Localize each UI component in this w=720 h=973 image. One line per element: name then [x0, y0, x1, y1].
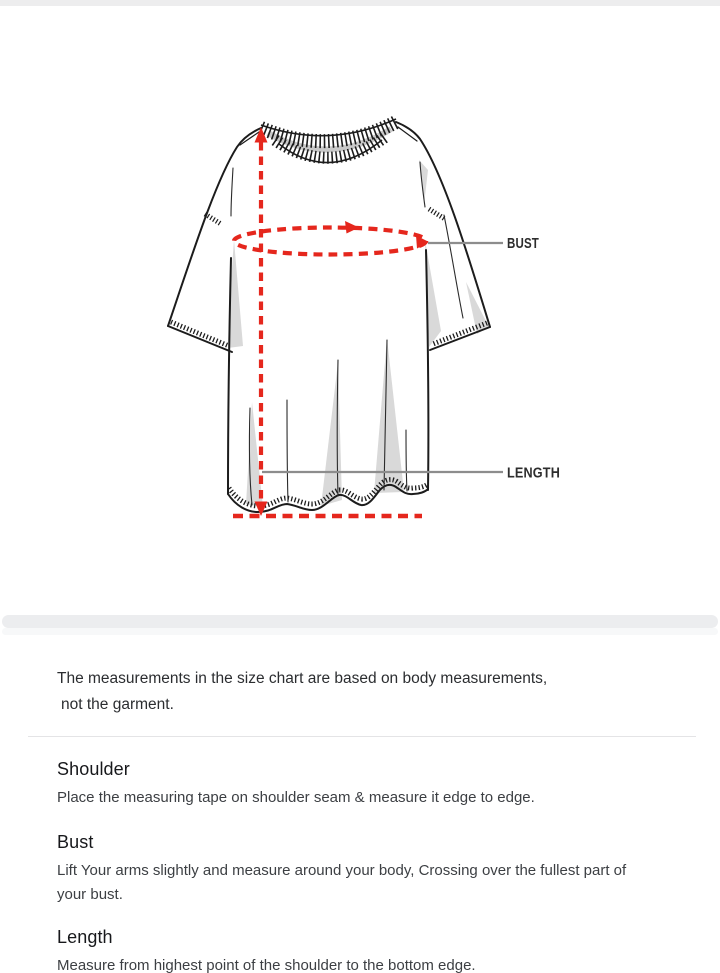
- left-sleeve-outer-edge: [168, 128, 261, 326]
- right-sleeve-outer-edge: [396, 122, 490, 327]
- length-heading: Length: [57, 927, 113, 947]
- collar-ribbing: [261, 119, 396, 163]
- right-cuff-shading: [466, 282, 489, 334]
- section-length: [57, 927, 645, 973]
- left-cuff-edge: [168, 326, 232, 352]
- section-divider-band-shadow: [2, 628, 718, 635]
- callouts: [262, 236, 560, 482]
- note-line-1: The measurements in the size chart are based on body measurements,: [57, 670, 548, 687]
- fold-line-2: [287, 400, 288, 502]
- middle-body-fold-shading: [321, 362, 342, 506]
- size-chart-note: [57, 666, 642, 718]
- arrow-right-top-icon: [345, 221, 359, 234]
- fold-line-5: [406, 430, 407, 491]
- body-left-edge: [228, 258, 231, 494]
- section-bust: [57, 832, 645, 907]
- shoulder-heading: Shoulder: [57, 759, 130, 779]
- fold-shading: [228, 160, 489, 507]
- left-cuff-stitching: [171, 322, 229, 346]
- bust-heading: Bust: [57, 832, 94, 852]
- note-line-2: not the garment.: [61, 696, 174, 713]
- left-underarm-seam: [205, 214, 221, 224]
- shoulder-description: Place the measuring tape on shoulder seam & measure it edge to edge.: [57, 789, 535, 806]
- crease-left-sleeve: [231, 168, 233, 216]
- bust-description: Lift Your arms slightly and measure around your body, Crossing over the fullest part of your bust.: [57, 862, 627, 903]
- right-body-fold-shading: [374, 338, 404, 493]
- section-shoulder: [57, 759, 645, 810]
- section-divider-band: [2, 615, 718, 628]
- right-underarm-seam: [429, 209, 445, 219]
- length-label: LENGTH: [507, 465, 560, 482]
- divider-line: [28, 736, 696, 737]
- length-description: Measure from highest point of the shoulder to the bottom edge.: [57, 957, 476, 973]
- bust-label: BUST: [507, 236, 539, 252]
